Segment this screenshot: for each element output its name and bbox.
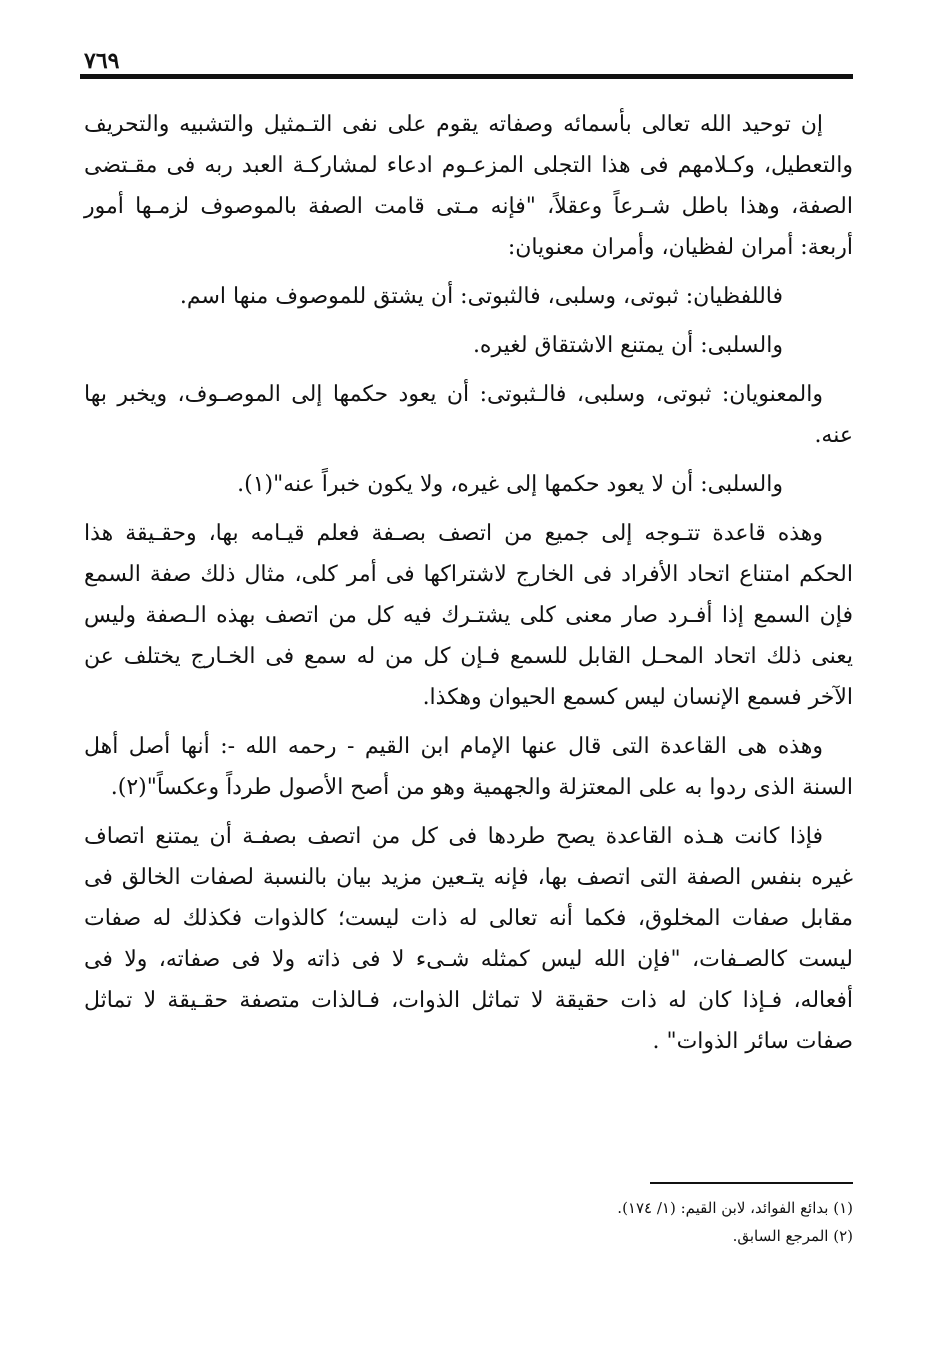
paragraph-1: إن توحيد الله تعالى بأسمائه وصفاته يقوم على نفى التـمثيل والتشبيه والتحريف والتعطيل، وكـلامهم فى هذا التجلى المزعـوم ادعاء لمشاركـة العبد ربه فى مقـتضى الصفة، وهذا باطل شـرعاً وعقلاً، "فإنه مـتى قامت الصفة بالموصوف لزمـها أمور أربعة: أمران لفظيان، وأمران معنويان: <box>84 112 853 260</box>
paragraph-2: فاللفظيان: ثبوتى، وسلبى، فالثبوتى: أن يشتق للموصوف منها اسم. <box>179 284 783 309</box>
paragraph-4: والمعنويان: ثبوتى، وسلبى، فالـثبوتى: أن يعود حكمها إلى الموصـوف، ويخبر بها عنه. <box>84 382 853 448</box>
body-text <box>84 104 853 1070</box>
paragraph-8: فإذا كانت هـذه القاعدة يصح طردها فى كل من اتصف بصفـة أن يمتنع اتصاف غيره بنفس الصفة التى اتصف بها، فإنه يتـعين مزيد بيان بالنسبة لصفات الخالق فى مقابل صفات المخلوق، فكما أنه تعالى له ذات ليست؛ كالذوات فكذلك له صفات ليست كالصـفات، "فإن الله ليس كمثله شـىء لا فى ذاته ولا فى صفاته، ولا فى أفعاله، فـإذا كان له ذات حقيقة لا تماثل الذوات، فـالذات متصفة حقـيقة لا تماثل صفات سائر الذوات" . <box>84 824 853 1054</box>
paragraph-3: والسلبى: أن يمتنع الاشتقاق لغيره. <box>472 333 783 358</box>
header-rule <box>80 74 853 79</box>
page-number: ٧٦٩ <box>84 48 120 74</box>
paragraph-6: وهذه قاعدة تتـوجه إلى جميع من اتصف بصـفة فعلم قيـامه بها، وحقـيقة هذا الحكم امتناع اتحاد الأفراد فى الخارج لاشتراكها فى أمر كلى، مثال ذلك صفة السمع فإن السمع إذا أفـرد صار معنى كلى يشتـرك فيه كل من اتصف بهذه الـصفة وليس يعنى ذلك اتحاد المحـل القابل للسمع فـإن كل من له سمع فى الخـارج يختلف عن الآخر فسمع الإنسان ليس كسمع الحيوان وهكذا. <box>84 521 853 710</box>
paragraph-7: وهذه هى القاعدة التى قال عنها الإمام ابن القيم - رحمه الله -: أنها أصل أهل السنة الذى ردوا به على المعتزلة والجهمية وهو من أصح الأصول طرداً وعكساً"(٢). <box>84 734 853 800</box>
footnote-1: (١) بدائع الفوائد، لابن القيم: (١/ ١٧٤). <box>617 1199 853 1217</box>
footnotes <box>84 1194 853 1250</box>
footnote-2: (٢) المرجع السابق. <box>732 1227 853 1245</box>
paragraph-5: والسلبى: أن لا يعود حكمها إلى غيره، ولا يكون خبراً عنه"(١). <box>237 472 783 497</box>
footnote-rule <box>650 1182 853 1184</box>
